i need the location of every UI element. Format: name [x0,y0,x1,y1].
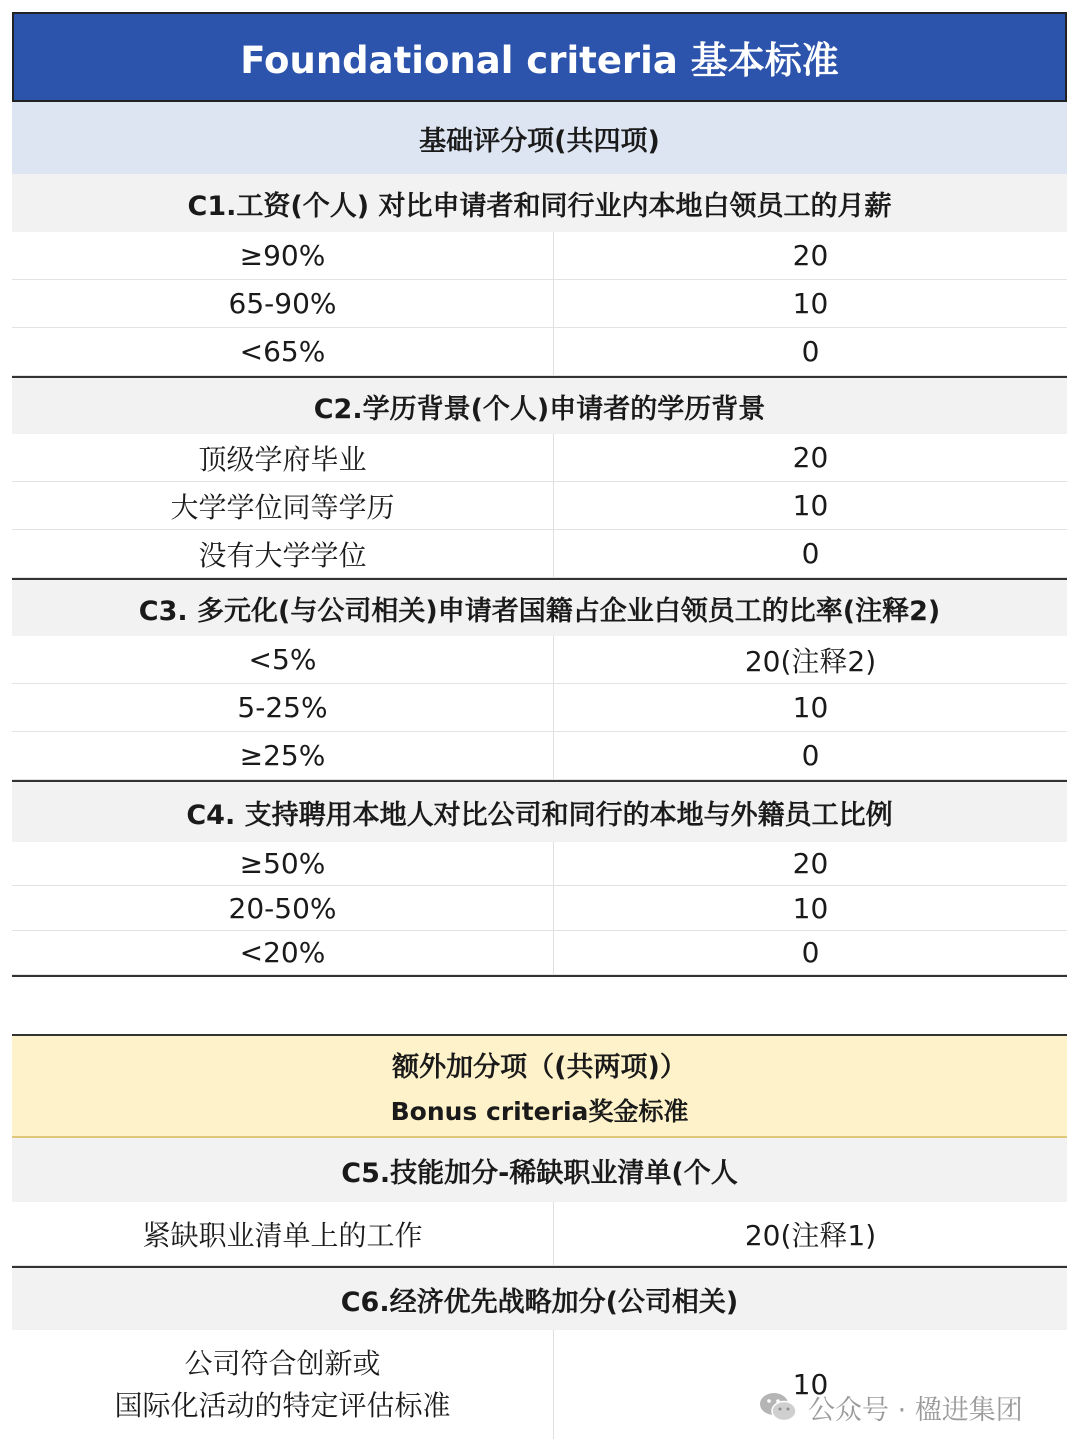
table-row [12,732,1067,780]
blank-row [12,975,1067,1034]
score-cell: 0 [801,936,820,969]
criterion-cell: 大学学位同等学历 [12,482,554,529]
criterion-line: 公司符合创新或 [184,1346,381,1380]
score-cell: 20 [792,847,829,880]
section-heading-c5: C5.技能加分-稀缺职业清单(个人 [12,1138,1067,1202]
bonus-criteria-header [12,1034,1067,1138]
criterion-cell: 5-25% [12,684,554,731]
table-row [12,886,1067,931]
table-row [12,232,1067,280]
criterion-cell: 65-90% [12,280,554,327]
score-cell: 10 [792,287,829,320]
criterion-cell: ≥50% [12,842,554,885]
section-heading-c3: C3. 多元化(与公司相关)申请者国籍占企业白领员工的比率(注释2) [12,578,1067,636]
criterion-line: 国际化活动的特定评估标准 [114,1388,451,1422]
criterion-cell: <20% [12,931,554,974]
table-row [12,1202,1067,1266]
basic-criteria-header: 基础评分项(共四项) [12,102,1067,174]
table-row [12,482,1067,530]
criterion-cell: 20-50% [12,886,554,930]
table-row [12,636,1067,684]
section-heading-c6: C6.经济优先战略加分(公司相关) [12,1266,1067,1330]
criterion-cell: 顶级学府毕业 [12,434,554,481]
score-cell: 10 [792,489,829,522]
score-cell: 20 [792,441,829,474]
score-cell: 10 [792,1368,829,1401]
table-row [12,842,1067,886]
score-cell: 20(注释2) [744,644,877,678]
table-row [12,280,1067,328]
criterion-cell: ≥25% [12,732,554,779]
score-cell: 0 [801,335,820,368]
score-cell: 10 [792,691,829,724]
section-heading-c2: C2.学历背景(个人)申请者的学历背景 [12,376,1067,434]
section-heading-c4: C4. 支持聘用本地人对比公司和同行的本地与外籍员工比例 [12,780,1067,842]
watermark [758,1386,1023,1428]
bonus-header-title: 额外加分项（(共两项)） [392,1051,687,1083]
criterion-cell: <5% [12,636,554,683]
table-row [12,328,1067,376]
score-cell: 20(注释1) [744,1218,877,1252]
table-row [12,530,1067,578]
table-row [12,931,1067,975]
criterion-cell: <65% [12,328,554,375]
score-cell: 0 [801,739,820,772]
bonus-header-subtitle: Bonus criteria奖金标准 [390,1096,689,1126]
page-title: Foundational criteria 基本标准 [12,12,1067,102]
criterion-cell: 没有大学学位 [12,530,554,577]
table-row [12,434,1067,482]
watermark-text: 公众号 · 楹进集团 [808,1394,1023,1426]
score-cell: 10 [792,891,829,925]
section-heading-c1: C1.工资(个人) 对比申请者和同行业内本地白领员工的月薪 [12,174,1067,232]
criterion-cell [12,1330,554,1439]
score-cell: 20 [792,239,829,272]
criterion-cell: ≥90% [12,232,554,279]
score-cell: 0 [801,537,820,570]
wechat-icon [758,1390,798,1424]
table-row [12,684,1067,732]
criterion-cell: 紧缺职业清单上的工作 [12,1202,554,1265]
